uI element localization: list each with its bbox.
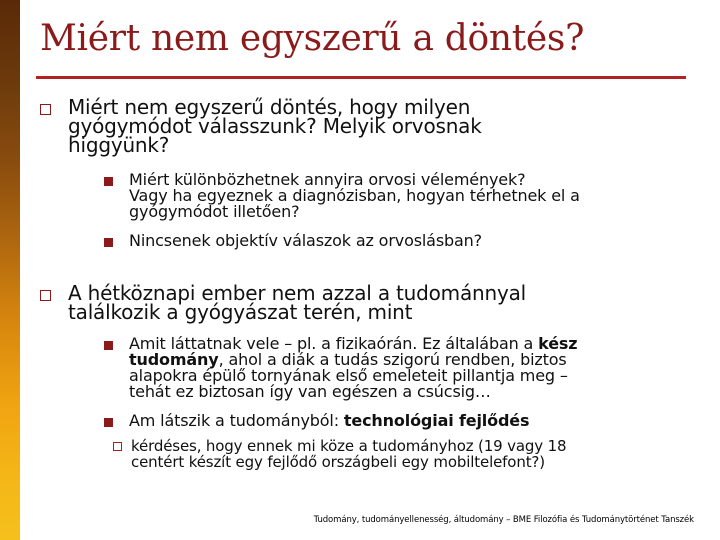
filled-square-bullet-icon <box>104 238 113 247</box>
bullet-1-text <box>68 95 482 157</box>
text-line: gyógymódot válasszunk? Melyik orvosnak <box>68 114 482 138</box>
text-line: A hétköznapi ember nem azzal a tudománnyal <box>68 281 527 305</box>
bold-term: kész <box>538 334 578 353</box>
bullet-2-text <box>68 281 527 324</box>
text-line: Vagy ha egyeznek a diagnózisban, hogyan térhetnek el a <box>129 186 580 205</box>
bullet-2-2-text <box>129 413 529 429</box>
filled-square-bullet-icon <box>104 341 113 350</box>
text-line: alapokra épülő tornyának első emeleteit pillantja meg – <box>129 366 568 385</box>
text-line: Nincsenek objektív válaszok az orvoslásban? <box>129 231 483 250</box>
title-underline <box>36 76 686 79</box>
text-line: tehát ez biztosan így van egészen a csúcsig… <box>129 382 491 401</box>
text-line: Miért nem egyszerű döntés, hogy milyen <box>68 95 471 119</box>
text-line: gyógymódot illetően? <box>129 202 300 221</box>
filled-square-bullet-icon <box>104 418 113 427</box>
text-line <box>129 413 529 429</box>
slide-title: Miért nem egyszerű a döntés? <box>40 18 585 59</box>
text-line: találkozik a gyógyászat terén, mint <box>68 300 413 324</box>
slide-footer: Tudomány, tudományellenesség, áltudomány – BME Filozófia és Tudománytörténet Tanszék <box>313 515 694 525</box>
bullet-2-2-1-text <box>131 438 566 470</box>
bold-term: technológiai fejlődés <box>343 411 530 430</box>
bullet-1-2-text <box>129 233 482 249</box>
filled-square-bullet-icon <box>104 177 113 186</box>
bullet-2-1-text <box>129 336 577 400</box>
bullet-1-1-text <box>129 172 580 220</box>
hollow-square-bullet-icon <box>40 104 51 115</box>
text-span: , ahol a diák a tudás szigorú rendben, biztos <box>218 350 567 369</box>
text-line: higgyünk? <box>68 133 170 157</box>
text-line: Miért különbözhetnek annyira orvosi vélemények? <box>129 170 526 189</box>
text-line: kérdéses, hogy ennek mi köze a tudományhoz (19 vagy 18 <box>131 437 567 455</box>
hollow-square-bullet-icon <box>40 290 51 301</box>
left-accent-bar <box>0 0 20 540</box>
bold-term: tudomány <box>129 350 219 369</box>
hollow-square-bullet-icon <box>113 442 122 451</box>
text-span: Am látszik a tudományból: <box>129 411 344 430</box>
text-line: centért készít egy fejlődő országbeli egy mobiltelefont?) <box>131 453 545 471</box>
text-span: Amit láttatnak vele – pl. a fizikaórán. Ez általában a <box>129 334 539 353</box>
